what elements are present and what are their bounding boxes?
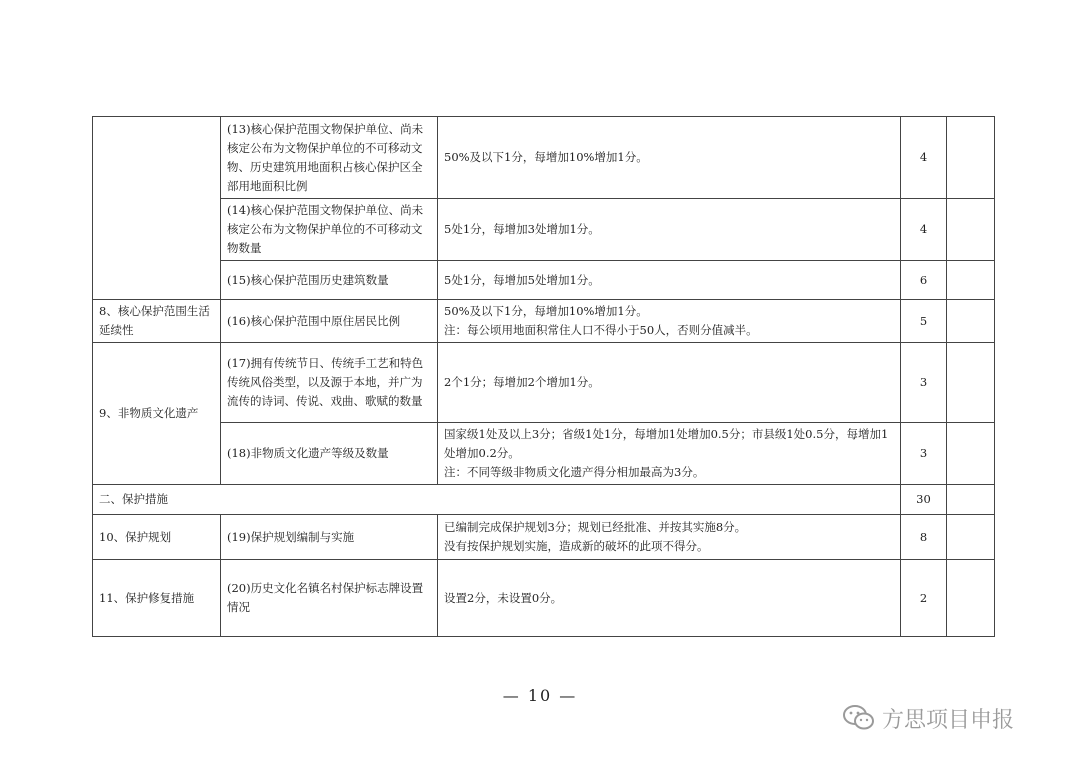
criterion-cell: (17)拥有传统节日、传统手工艺和特色传统风俗类型，以及源于本地，并广为流传的诗词、传说、戏曲、歌赋的数量 [221,343,438,423]
rule-line: 5处1分，每增加3处增加1分。 [444,222,600,236]
rule-cell [438,261,901,300]
criterion-cell: (14)核心保护范围文物保护单位、尚未核定公布为文物保护单位的不可移动文物数量 [221,199,438,261]
actual-score-cell [947,343,995,423]
criterion-cell: (20)历史文化名镇名村保护标志牌设置情况 [221,560,438,637]
rule-cell [438,199,901,261]
actual-score-cell [947,423,995,485]
table-row [93,423,995,485]
rule-cell [438,343,901,423]
actual-score-cell [947,515,995,560]
rule-line: 已编制完成保护规划3分；规划已经批准、并按其实施8分。 [444,520,747,534]
section-row [93,485,995,515]
category-cell: 8、核心保护范围生活延续性 [93,300,221,343]
rule-line: 国家级1处及以上3分；省级1处1分，每增加1处增加0.5分；市县级1处0.5分，每增加1处增加0.2分。 [444,427,889,460]
criterion-cell: (16)核心保护范围中原住居民比例 [221,300,438,343]
category-cell: 11、保护修复措施 [93,560,221,637]
watermark [842,703,1014,733]
table-row [93,343,995,423]
criterion-cell: (19)保护规划编制与实施 [221,515,438,560]
score-cell: 2 [901,560,947,637]
rule-line: 2个1分；每增加2个增加1分。 [444,375,600,389]
rule-cell [438,300,901,343]
watermark-text: 方思项目申报 [882,707,1015,733]
rule-line: 设置2分，未设置0分。 [444,590,563,605]
actual-score-cell [947,560,995,637]
wechat-icon [842,704,876,732]
table-row [93,300,995,343]
actual-score-cell [947,261,995,300]
page-number: — 10 — [502,686,578,705]
rule-note: 注：每公顷用地面积常住人口不得小于50人，否则分值减半。 [444,323,758,337]
category-cell: 10、保护规划 [93,515,221,560]
score-cell: 6 [901,261,947,300]
criterion-cell: (18)非物质文化遗产等级及数量 [221,423,438,485]
table-row [93,261,995,300]
actual-score-cell [947,485,995,515]
rule-cell [438,117,901,199]
rule-line: 50%及以下1分，每增加10%增加1分。 [444,150,648,164]
rule-cell [438,515,901,560]
actual-score-cell [947,117,995,199]
table-row [93,199,995,261]
table-row [93,560,995,637]
table-row [93,117,995,199]
rule-note: 注：不同等级非物质文化遗产得分相加最高为3分。 [444,465,705,479]
rule-line: 5处1分，每增加5处增加1分。 [444,272,600,287]
score-cell: 4 [901,199,947,261]
score-cell: 8 [901,515,947,560]
category-cell: 9、非物质文化遗产 [93,343,221,485]
criterion-cell: (13)核心保护范围文物保护单位、尚未核定公布为文物保护单位的不可移动文物、历史建筑用地面积占核心保护区全部用地面积比例 [221,117,438,199]
rule-cell [438,423,901,485]
score-cell: 4 [901,117,947,199]
section-score: 30 [901,485,947,515]
score-cell: 5 [901,300,947,343]
score-cell: 3 [901,423,947,485]
category-cell [93,117,221,300]
section-title: 二、保护措施 [93,485,901,515]
rule-line: 50%及以下1分，每增加10%增加1分。 [444,304,648,318]
table-row [93,515,995,560]
scoring-table [92,116,995,637]
actual-score-cell [947,199,995,261]
criterion-cell: (15)核心保护范围历史建筑数量 [221,261,438,300]
actual-score-cell [947,300,995,343]
score-cell: 3 [901,343,947,423]
rule-cell [438,560,901,637]
rule-note: 没有按保护规划实施，造成新的破坏的此项不得分。 [444,539,709,553]
